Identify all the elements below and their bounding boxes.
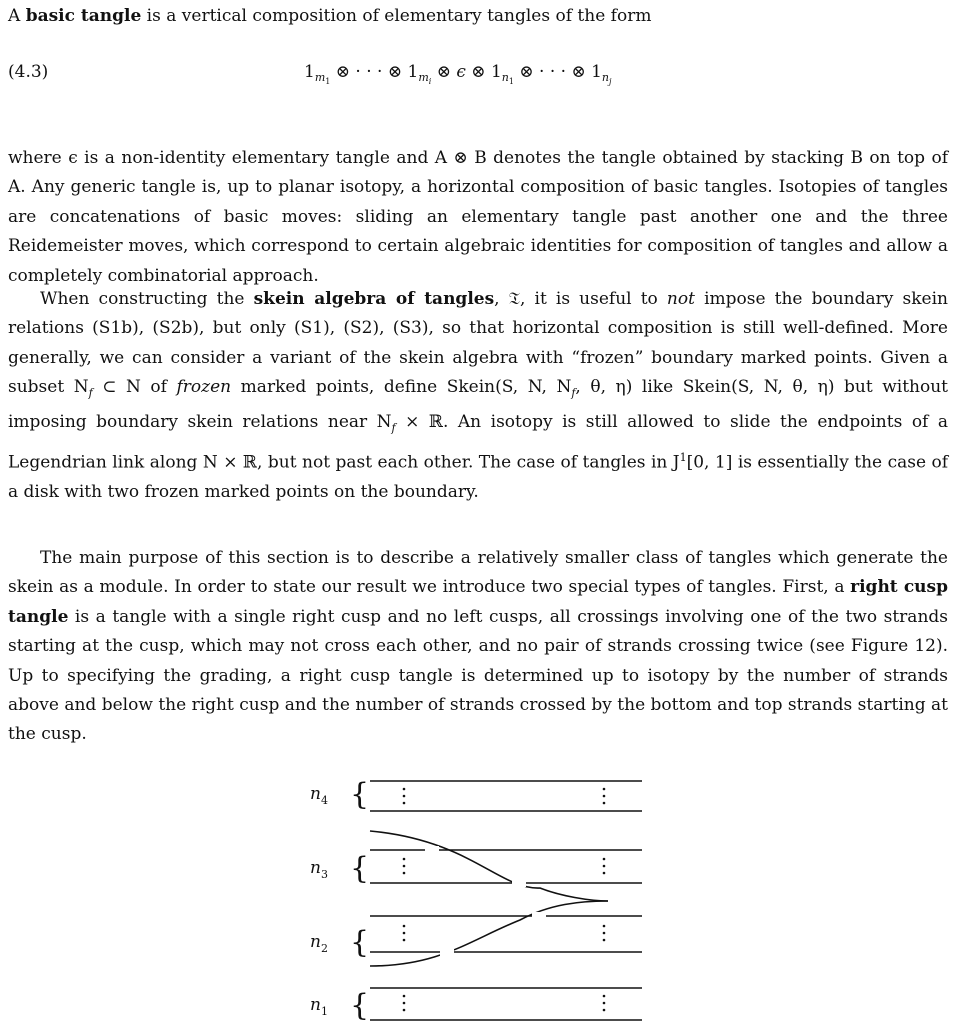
equation-number: (4.3) — [8, 62, 49, 82]
paragraph-isotopies: where ϵ is a non-identity elementary tangle and A ⊗ B denotes the tangle obtained by stacking B on top of A. Any generic tangle is, up to planar isotopy, a horizontal composition of basic tangles. Isotopies of tangles are concatenations of basic moves: sliding an elementary tangle past another one and the three Reidemeister moves, which correspond to certain algebraic identities for composition of tangles and allow a completely combinatorial approach. — [8, 148, 948, 286]
term-basic-tangle: basic tangle — [25, 6, 142, 26]
label-n1: $n_1$ — [310, 995, 328, 1018]
equation-body: $1_{m_1}$ ⊗ · · · ⊗ $1_{m_i}$ ⊗ ϵ ⊗ $1_{n_1}$ ⊗ · · · ⊗ $1_{n_j}$ — [304, 62, 612, 87]
crossing-gap — [512, 879, 526, 887]
label-n2: $n_2$ — [310, 932, 328, 955]
vdots — [403, 995, 406, 1012]
term-skein-algebra: skein algebra of tangles — [253, 289, 495, 309]
vdots — [603, 925, 606, 942]
vdots — [603, 995, 606, 1012]
vdots — [603, 858, 606, 875]
cusp-top-strand — [370, 831, 608, 901]
vdots — [403, 858, 406, 875]
crossing-gap — [532, 912, 546, 920]
label-n4: $n_4$ — [310, 784, 328, 807]
paragraph-basic-tangle: A basic tangle is a vertical composition of elementary tangles of the form — [8, 6, 652, 26]
paragraph-right-cusp: The main purpose of this section is to describe a relatively smaller class of tangles which generate the skein as a module. In order to state our result we introduce two special types of tangles. First, a right cusp tangle is a tangle with a single right cusp and no left cusps, all crossings involving one of the two strands starting at the cusp, which may not cross each other, and no pair of strands crossing twice (see Figure 12). Up to specifying the grading, a right cusp tangle is determined up to isotopy by the number of strands above and below the right cusp and the number of strands crossed by the bottom and top strands starting at the cusp. — [8, 548, 948, 745]
brace-n1: { — [350, 988, 370, 1023]
vdots — [403, 788, 406, 805]
vdots — [403, 925, 406, 942]
cusp-bottom-strand — [370, 901, 608, 966]
crossing-gap — [425, 846, 439, 854]
brace-n2: { — [350, 925, 370, 960]
right-cusp-tangle-figure — [300, 770, 660, 1029]
vdots — [603, 788, 606, 805]
paragraph-skein-algebra: When constructing the skein algebra of tangles, 𝔗, it is useful to not impose the boundary skein relations (S1b), (S2b), but only (S1), (S2), (S3), so that horizontal composition is still well-defined. More generally, we can consider a variant of the skein algebra with “frozen” boundary marked points. Given a subset $N_f$ ⊂ N of frozen marked points, define Skein(S, N, $N_f$, θ, η) like Skein(S, N, θ, η) but without imposing boundary skein relations near $N_f$ × ℝ. An isotopy is still allowed to slide the endpoints of a Legendrian link along N × ℝ, but not past each other. The case of tangles in $J^1[0$, 1] is essentially the case of a disk with two frozen marked points on the boundary. — [8, 289, 949, 502]
equation-4-3 — [8, 62, 948, 92]
brace-n3: { — [350, 851, 370, 886]
brace-n4: { — [350, 777, 370, 812]
term-right-cusp-tangle: right cusp tangle — [8, 577, 948, 627]
crossing-gap — [440, 948, 454, 956]
label-n3: $n_3$ — [310, 858, 328, 881]
